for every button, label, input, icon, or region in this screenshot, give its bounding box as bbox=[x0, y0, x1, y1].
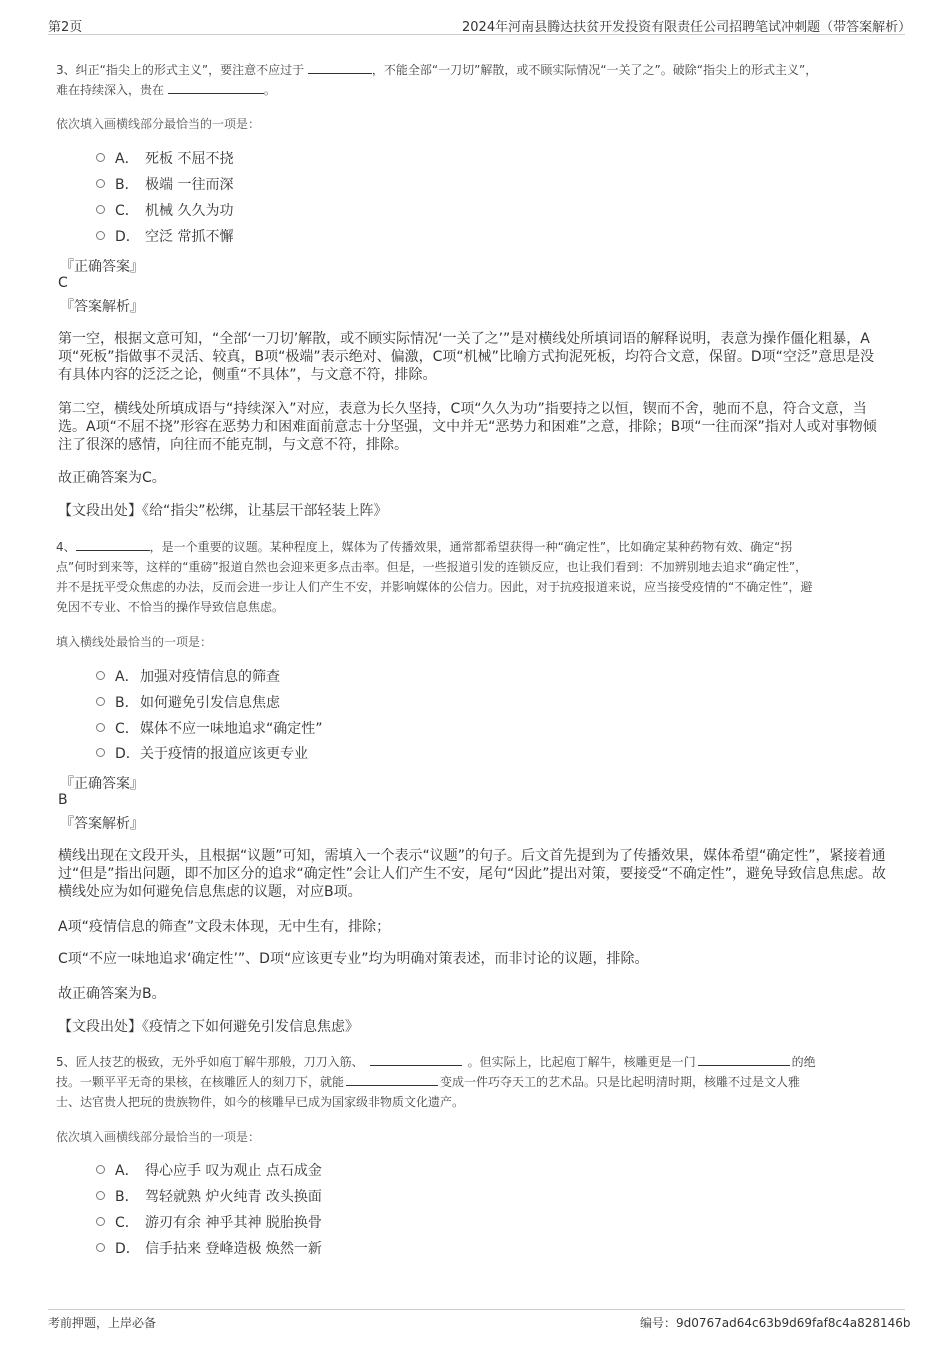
radio-icon[interactable] bbox=[96, 748, 105, 757]
radio-icon[interactable] bbox=[96, 723, 105, 732]
radio-icon[interactable] bbox=[96, 671, 105, 680]
q3-option-c[interactable]: C． 机械 久久为功 bbox=[96, 202, 233, 220]
q3-analysis-p2: 第二空，横线处所填成语与“持续深入”对应，表意为长久坚持，C项“久久为功”指要持之以恒，锲而不舍，驰而不息，符合文意，当选。A项“不屈不挠”形容在恶势力和困难面前意志十分坚强，文中并无“恶势力和困难”之意，排除；B项“一往而深”指对人或对事物倾注了很深的感情，向往而不能克制，与文意不符，排除。 bbox=[58, 401, 877, 453]
q4-option-c[interactable]: C．媒体不应一味地追求“确定性” bbox=[96, 720, 323, 738]
question-3-stem: 3、纠正“指尖上的形式主义”，要注意不应过于 ，不能全部“一刀切”解散，或不顾实际情况“一关了之”。破除“指尖上的形式主义”， 难在持续深入，贵在 。 bbox=[56, 60, 886, 100]
q4-answer-label: 『正确答案』 bbox=[60, 776, 144, 792]
q4-analysis-p3: C项“不应一味地追求‘确定性’”、D项“应该更专业”均为明确对策表述，而非讨论的议题，排除。 bbox=[58, 951, 649, 967]
q4-analysis-p4: 故正确答案为B。 bbox=[58, 986, 166, 1002]
header-divider bbox=[48, 34, 905, 35]
q3-analysis-p1: 第一空，根据文意可知，“全部‘一刀切’解散，或不顾实际情况‘一关了之’”是对横线处所填词语的解释说明，表意为操作僵化粗暴，A项“死板”指做事不灵活、较真，B项“极端”表示绝对、偏激，C项“机械”比喻方式拘泥死板，均符合文意，保留。D项“空泛”意思是没有具体内容的泛泛之论，侧重“不具体”，与文意不符，排除。 bbox=[58, 331, 875, 383]
footer-slogan: 考前押题，上岸必备 bbox=[48, 1316, 157, 1330]
question-5-prompt: 依次填入画横线部分最恰当的一项是： bbox=[56, 1130, 261, 1144]
footer-divider bbox=[48, 1309, 905, 1310]
question-4-stem: 4、 ，是一个重要的议题。某种程度上，媒体为了传播效果，通常都希望获得一种“确定性”，比如确定某种药物有效、确定“拐 点”何时到来等，这样的“重磅”报道自然也会迎来更多点击率。但是，一些报道引发的连锁反应，也让我们看到：不加辨别地去追求“确定性”， 并不是抚平受众焦虑的办法，反而会进一步让人们产生不安，并影响媒体的公信力。因此，对于抗疫报道来说，应当接受疫情的“不确定性”，避 免因不专业、不恰当的操作导致信息焦虑。 bbox=[56, 537, 901, 617]
question-5-stem: 5、匠人技艺的极致，无外乎如庖丁解牛那般，刀刀入筋、 。但实际上，比起庖丁解牛，核雕更是一门 的绝 技。一颗平平无奇的果核，在核雕匠人的刻刀下，就能 变成一件巧夺天工的艺术品。只是比起明清时期，核雕不过是文人雅 士、达官贵人把玩的贵族物件，如今的核雕早已成为国家级非物质文化遗产。 bbox=[56, 1052, 901, 1112]
q3-answer: C bbox=[58, 275, 68, 291]
radio-icon[interactable] bbox=[96, 153, 105, 162]
radio-icon[interactable] bbox=[96, 1243, 105, 1252]
radio-icon[interactable] bbox=[96, 179, 105, 188]
q4-option-d[interactable]: D．关于疫情的报道应该更专业 bbox=[96, 745, 308, 763]
q3-option-a[interactable]: A． 死板 不屈不挠 bbox=[96, 150, 233, 168]
document-title: 2024年河南县腾达扶贫开发投资有限责任公司招聘笔试冲刺题（带答案解析） bbox=[462, 20, 912, 35]
blank-3 bbox=[346, 1072, 438, 1086]
blank-1 bbox=[370, 1052, 462, 1066]
page-number: 第2页 bbox=[48, 20, 83, 35]
q4-option-b[interactable]: B．如何避免引发信息焦虑 bbox=[96, 694, 280, 712]
q3-source: 【文段出处】《给“指尖”松绑，让基层干部轻装上阵》 bbox=[58, 503, 388, 519]
q5-option-b[interactable]: B． 驾轻就熟 炉火纯青 改头换面 bbox=[96, 1188, 322, 1206]
blank-2 bbox=[698, 1052, 790, 1066]
blank-2 bbox=[168, 80, 264, 94]
radio-icon[interactable] bbox=[96, 697, 105, 706]
blank-1 bbox=[76, 537, 150, 551]
question-4-prompt: 填入横线处最恰当的一项是： bbox=[56, 635, 213, 649]
q3-option-d[interactable]: D． 空泛 常抓不懈 bbox=[96, 228, 233, 246]
blank-1 bbox=[308, 60, 372, 74]
q4-answer: B bbox=[58, 792, 68, 808]
q3-analysis-p3: 故正确答案为C。 bbox=[58, 470, 166, 486]
footer-code: 编号：9d0767ad64c63b9d69faf8c4a828146b bbox=[640, 1316, 911, 1330]
q4-analysis-p1: 横线出现在文段开头，且根据“议题”可知，需填入一个表示“议题”的句子。后文首先提到为了传播效果，媒体希望“确定性”，紧接着通过“但是”指出问题，即不加区分的追求“确定性”会让人们产生不安，尾句“因此”提出对策，要接受“不确定性”，避免导致信息焦虑。故横线处应为如何避免信息焦虑的议题，对应B项。 bbox=[58, 848, 887, 900]
radio-icon[interactable] bbox=[96, 205, 105, 214]
radio-icon[interactable] bbox=[96, 1165, 105, 1174]
q4-source: 【文段出处】《疫情之下如何避免引发信息焦虑》 bbox=[58, 1019, 359, 1035]
question-3-prompt: 依次填入画横线部分最恰当的一项是： bbox=[56, 117, 261, 131]
q3-answer-label: 『正确答案』 bbox=[60, 259, 144, 275]
q5-option-d[interactable]: D． 信手拈来 登峰造极 焕然一新 bbox=[96, 1240, 322, 1258]
q3-analysis-label: 『答案解析』 bbox=[60, 299, 144, 315]
q5-option-a[interactable]: A． 得心应手 叹为观止 点石成金 bbox=[96, 1162, 322, 1180]
q4-analysis-p2: A项“疫情信息的筛查”文段未体现，无中生有，排除； bbox=[58, 919, 391, 935]
radio-icon[interactable] bbox=[96, 1217, 105, 1226]
q4-analysis-label: 『答案解析』 bbox=[60, 816, 144, 832]
q5-option-c[interactable]: C． 游刃有余 神乎其神 脱胎换骨 bbox=[96, 1214, 322, 1232]
q3-option-b[interactable]: B． 极端 一往而深 bbox=[96, 176, 233, 194]
radio-icon[interactable] bbox=[96, 231, 105, 240]
radio-icon[interactable] bbox=[96, 1191, 105, 1200]
q4-option-a[interactable]: A．加强对疫情信息的筛查 bbox=[96, 668, 280, 686]
